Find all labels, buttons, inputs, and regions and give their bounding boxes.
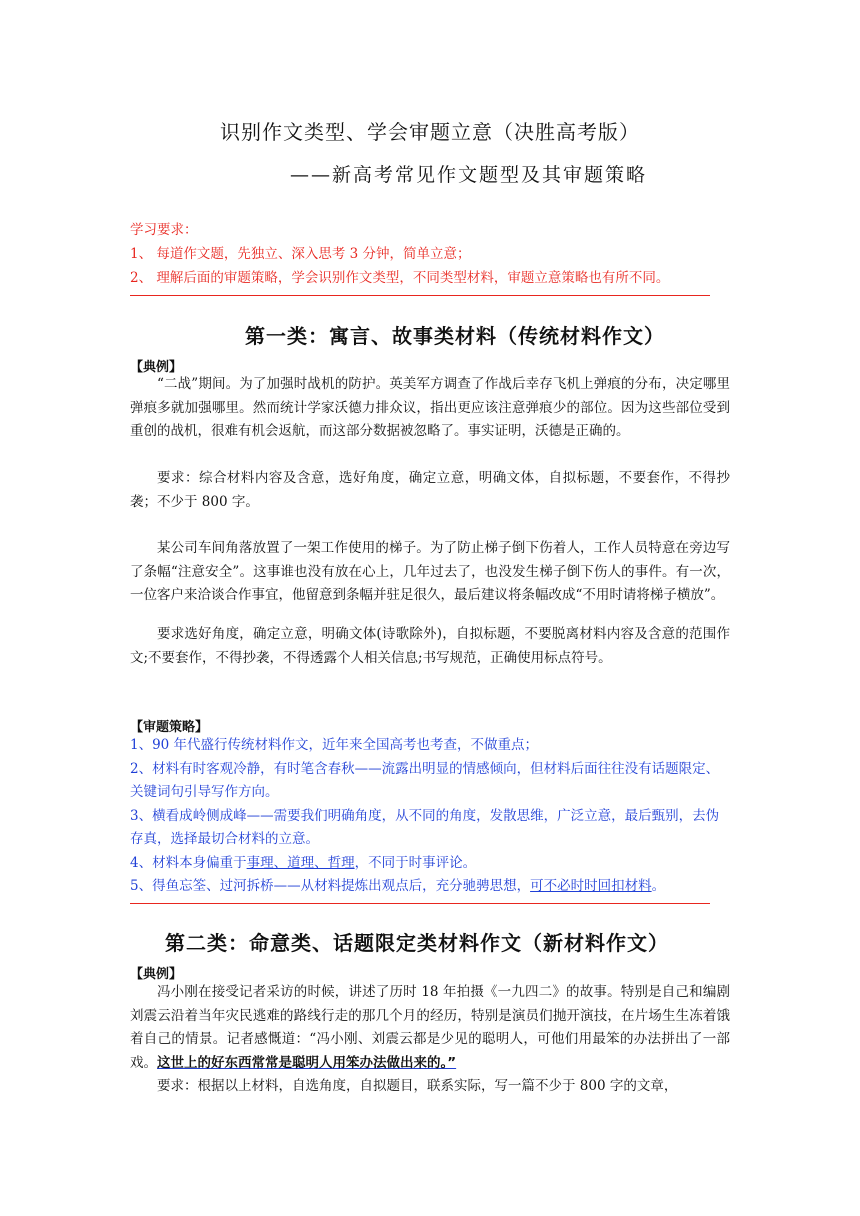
requirements-heading: 学习要求：	[130, 222, 198, 238]
section1-example2-requirement: 要求选好角度，确定立意，明确文体(诗歌除外)，自拟标题，不要脱离材料内容及含意的范围作文;不要套作，不得抄袭，不得透露个人相关信息;书写规范，正确使用标点符号。	[130, 626, 730, 666]
document-subtitle: ——新高考常见作文题型及其审题策略	[290, 164, 648, 186]
strategy-item-2: 2、材料有时客观冷静，有时笔含春秋——流露出明显的情感倾向，但材料后面往往没有话题限定、关键词句引导写作方向。	[130, 760, 720, 800]
section1-example1-requirement: 要求：综合材料内容及含意，选好角度，确定立意，明确文体，自拟标题，不要套作，不得抄袭；不少于 800 字。	[130, 470, 730, 510]
requirement-item-2: 2、 理解后面的审题策略，学会识别作文类型，不同类型材料，审题立意策略也有所不同。	[130, 270, 670, 286]
divider-line	[130, 295, 710, 296]
strategy-item-3: 3、横看成岭侧成峰——需要我们明确角度，从不同的角度，发散思维，广泛立意，最后甄别，去伪存真，选择最切合材料的立意。	[130, 807, 720, 847]
section1-example-tag: 【典例】	[130, 360, 183, 375]
section2-example1: 冯小刚在接受记者采访的时候，讲述了历时 18 年拍摄《一九四二》的故事。特别是自己和编剧刘震云沿着当年灾民逃难的路线行走的那几个月的经历，特别是演员们抛开演技，在片场生生冻着饿着自己的情景。记者感慨道：“冯小刚、刘震云都是少见的聪明人，可他们用最笨的办法拼出了一部戏。这世上的好东西常常是聪明人用笨办法做出来的。”	[130, 984, 730, 1071]
section1-strategy-tag: 【审题策略】	[130, 720, 209, 735]
strategy-item-1: 1、90 年代盛行传统材料作文，近年来全国高考也考查，不做重点；	[130, 737, 539, 753]
divider-line	[130, 903, 710, 904]
section1-example1: “二战”期间。为了加强时战机的防护。英美军方调查了作战后幸存飞机上弹痕的分布，决定哪里弹痕多就加强哪里。然而统计学家沃德力排众议，指出更应该注意弹痕少的部位。因为这些部位受到重创的战机，很难有机会返航，而这部分数据被忽略了。事实证明，沃德是正确的。	[130, 376, 730, 439]
section1-title: 第一类：寓言、故事类材料（传统材料作文）	[245, 324, 665, 348]
document-title: 识别作文类型、学会审题立意（决胜高考版）	[220, 120, 640, 144]
strategy-item-5: 5、得鱼忘筌、过河拆桥——从材料提炼出观点后，充分驰骋思想，可不必时时回扣材料。	[130, 878, 666, 894]
strategy-item-4: 4、材料本身偏重于事理、道理、哲理，不同于时事评论。	[130, 854, 477, 871]
strategy-item-5-highlight: 可不必时时回扣材料	[530, 878, 652, 894]
section2-example-tag: 【典例】	[130, 967, 183, 982]
strategy-item-4-highlight: 事理、道理、哲理	[246, 854, 355, 871]
section1-example2: 某公司车间角落放置了一架工作使用的梯子。为了防止梯子倒下伤着人，工作人员特意在旁边写了条幅“注意安全”。这事谁也没有放在心上，几年过去了，也没发生梯子倒下伤人的事件。有一次，一位客户来洽谈合作事宜，他留意到条幅并驻足很久，最后建议将条幅改成“不用时请将梯子横放”。	[130, 540, 730, 603]
section2-example1-highlight: 这世上的好东西常常是聪明人用笨办法做出来的。”	[157, 1054, 457, 1071]
strategy-list	[130, 734, 730, 899]
section2-title: 第二类：命意类、话题限定类材料作文（新材料作文）	[165, 931, 669, 955]
section2-example1-requirement: 要求：根据以上材料，自选角度，自拟题目，联系实际，写一篇不少于 800 字的文章，	[157, 1078, 678, 1094]
requirement-item-1: 1、 每道作文题，先独立、深入思考 3 分钟，简单立意；	[130, 246, 471, 262]
